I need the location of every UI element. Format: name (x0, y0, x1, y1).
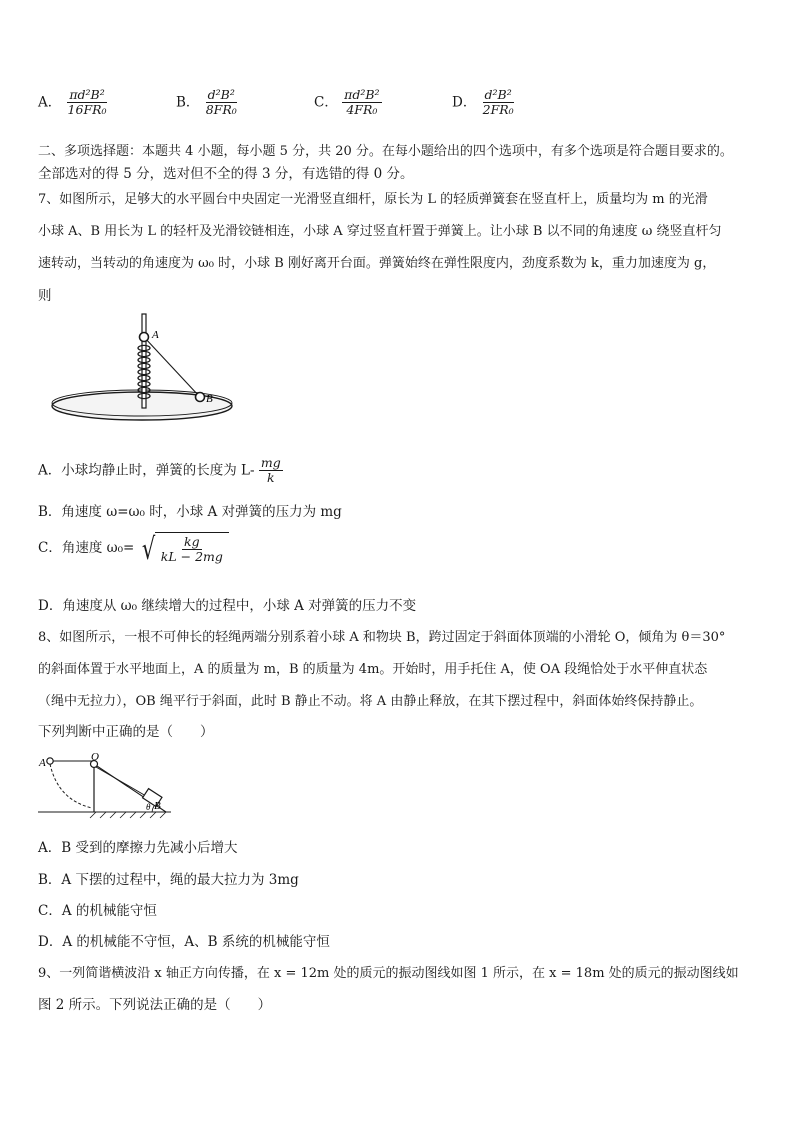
fig-label-b: B (206, 393, 213, 405)
section2-line2: 全部选对的得 5 分，选对但不全的得 3 分，有选错的得 0 分。 (38, 166, 414, 182)
denominator: 4FR₀ (346, 102, 378, 118)
denominator: k (267, 470, 275, 486)
fig-label-theta: θ (146, 802, 151, 812)
denominator: kL − 2mg (160, 549, 223, 565)
numerator: d²B² (207, 87, 235, 102)
q8-figure (36, 750, 176, 820)
option-label: D． (452, 94, 477, 111)
q7-stem-line4: 则 (38, 288, 52, 304)
fig-label-o: O (91, 751, 99, 763)
numerator: kg (184, 534, 200, 549)
fig-label-a: A (152, 329, 159, 341)
q8-option-d: D．A 的机械能不守恒，A、B 系统的机械能守恒 (38, 934, 330, 950)
fraction (155, 532, 229, 565)
q7-option-a (38, 456, 283, 486)
q6-option-a (38, 88, 109, 118)
fraction (342, 88, 381, 118)
radical-sign: √ (141, 531, 155, 567)
q7-stem-line1: 7、如图所示，足够大的水平圆台中央固定一光滑竖直细杆，原长为 L 的轻质弹簧套在竖直杆上，质量均为 m 的光滑 (38, 192, 708, 207)
q8-stem-line3: （绳中无拉力），OB 绳平行于斜面，此时 B 静止不动。将 A 由静止释放，在其下摆过程中，斜面体始终保持静止。 (38, 694, 703, 709)
option-label: A． (38, 94, 62, 111)
fig-label-a: A (39, 757, 46, 769)
q7-option-b: B．角速度 ω=ω₀ 时，小球 A 对弹簧的压力为 mg (38, 504, 342, 520)
sqrt-expression (139, 532, 229, 565)
option-text: C．角速度 ω₀= (38, 539, 135, 556)
fig-label-b: B (154, 800, 161, 812)
fraction (481, 88, 516, 118)
fraction (66, 88, 109, 118)
q8-stem-line1: 8、如图所示，一根不可伸长的轻绳两端分别系着小球 A 和物块 B，跨过固定于斜面体顶端的小滑轮 O，倾角为 θ＝30° (38, 630, 726, 645)
option-label: C． (314, 94, 338, 111)
q8-option-a: A．B 受到的摩擦力先减小后增大 (38, 840, 238, 856)
q7-figure (50, 310, 240, 430)
denominator: 2FR₀ (482, 102, 514, 118)
numerator: d²B² (484, 87, 512, 102)
q8-option-b: B．A 下摆的过程中，绳的最大拉力为 3mg (38, 872, 299, 888)
q8-option-c: C．A 的机械能守恒 (38, 903, 157, 919)
q8-stem-line4: 下列判断中正确的是（ ） (38, 724, 214, 740)
q9-stem-line2: 图 2 所示。下列说法正确的是（ ） (38, 997, 272, 1013)
denominator: 16FR₀ (67, 102, 107, 118)
numerator: mg (260, 455, 281, 470)
q7-stem-line2: 小球 A、B 用长为 L 的轻杆及光滑铰链相连，小球 A 穿过竖直杆置于弹簧上。让小球 B 以不同的角速度 ω 绕竖直杆匀 (38, 224, 722, 239)
q9-stem-line1: 9、一列简谐横波沿 x 轴正方向传播，在 x = 12m 处的质元的振动图线如图 1 所示，在 x = 18m 处的质元的振动图线如 (38, 966, 739, 981)
q7-option-c (38, 532, 229, 565)
numerator: πd²B² (344, 87, 380, 102)
q7-option-d: D．角速度从 ω₀ 继续增大的过程中，小球 A 对弹簧的压力不变 (38, 598, 417, 614)
q8-stem-line2: 的斜面体置于水平地面上，A 的质量为 m，B 的质量为 4m。开始时，用手托住 A，使 OA 段绳恰处于水平伸直状态 (38, 662, 708, 677)
denominator: 8FR₀ (205, 102, 237, 118)
option-label: B． (176, 94, 200, 111)
numerator: πd²B² (69, 87, 105, 102)
fraction (259, 456, 283, 486)
q6-option-b (176, 88, 239, 118)
q6-option-c (314, 88, 382, 118)
option-text: A．小球均静止时，弹簧的长度为 L- (38, 462, 255, 479)
section2-line1: 二、多项选择题：本题共 4 小题，每小题 5 分，共 20 分。在每小题给出的四个选项中，有多个选项是符合题目要求的。 (38, 144, 733, 159)
fraction (204, 88, 239, 118)
q6-option-d (452, 88, 516, 118)
q7-stem-line3: 速转动，当转动的角速度为 ω₀ 时，小球 B 刚好离开台面。弹簧始终在弹性限度内，劲度系数为 k，重力加速度为 g， (38, 256, 716, 271)
